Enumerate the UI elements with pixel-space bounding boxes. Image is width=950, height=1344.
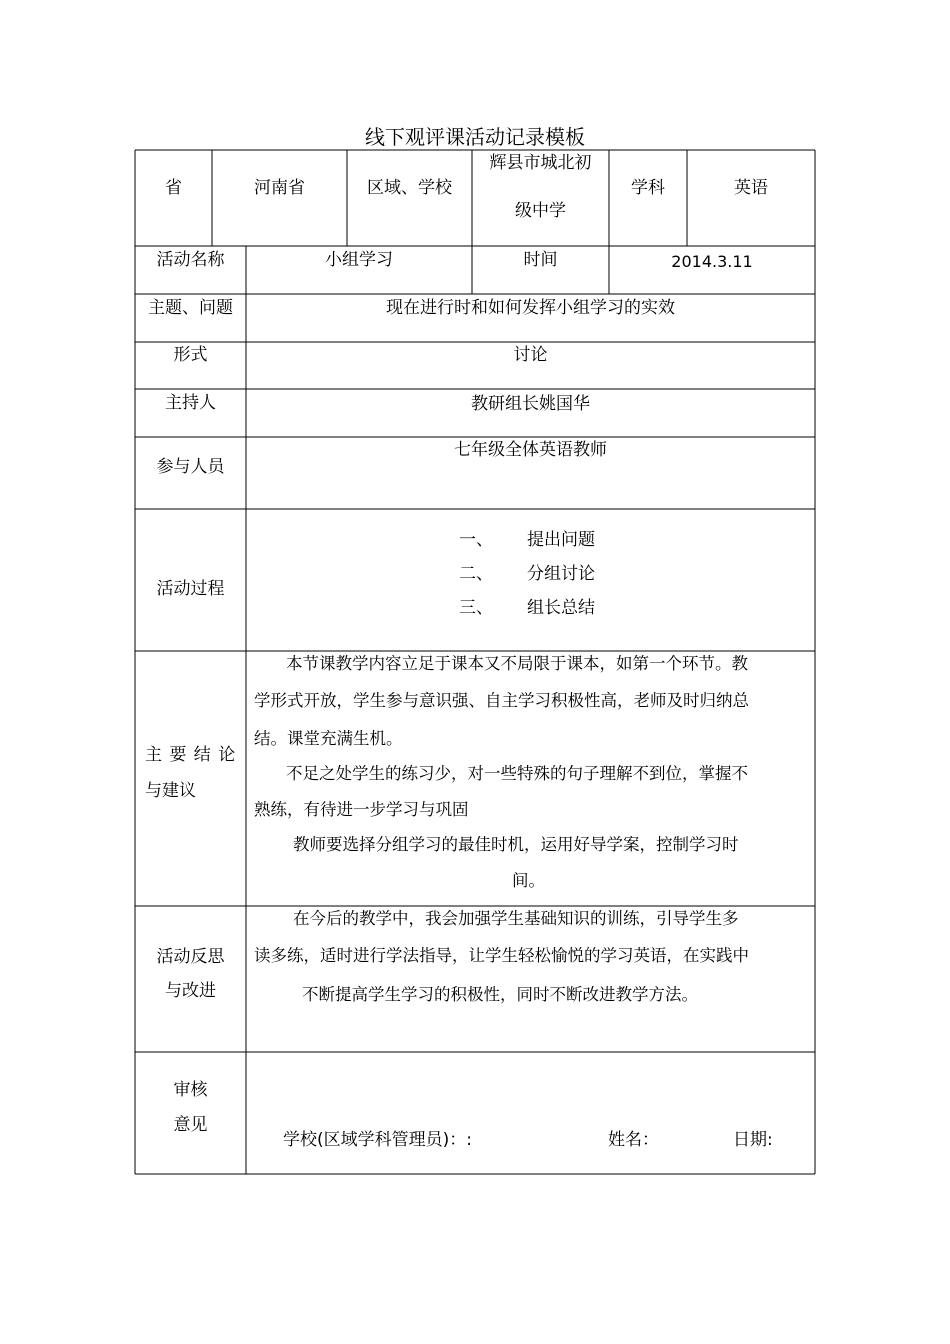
reflection-label-line1: 活动反思 [156,947,225,967]
conclusion-label-line2: 与建议 [145,781,196,801]
topic-label: 主题、问题 [148,298,233,318]
reflection-line3: 不断提高学生学习的积极性，同时不断改进教学方法。 [302,985,698,1004]
conclusion-p3-line2: 间。 [512,871,545,890]
review-name-label: 姓名： [608,1130,659,1150]
review-label-line2: 意见 [173,1115,208,1135]
activity-name-value: 小组学习 [325,250,393,270]
document-title: 线下观评课活动记录模板 [365,125,585,149]
process-step-1-number: 一、 [459,530,493,550]
process-step-2-number: 二、 [459,564,493,584]
conclusion-p1-line2: 学形式开放，学生参与意识强、自主学习积极性高，老师及时归纳总 [254,691,749,710]
conclusion-label-line1: 主 要 结 论 [145,745,237,765]
reflection-line1: 在今后的教学中，我会加强学生基础知识的训练，引导学生多 [293,909,739,928]
activity-name-label: 活动名称 [156,250,225,270]
conclusion-p2-line2: 熟练，有待进一步学习与巩固 [254,800,469,819]
conclusion-p2-line1: 不足之处学生的练习少，对一些特殊的句子理解不到位，掌握不 [286,764,748,783]
review-date-label: 日期: [733,1130,773,1150]
host-label: 主持人 [165,393,216,413]
subject-value: 英语 [734,178,768,198]
process-step-1-text: 提出问题 [527,530,595,550]
school-value-line2: 级中学 [515,201,566,221]
province-label: 省 [165,178,182,198]
process-label: 活动过程 [156,579,225,599]
process-step-3-number: 三、 [459,598,493,618]
region-school-label: 区域、学校 [367,178,452,198]
host-value: 教研组长姚国华 [471,394,590,414]
time-value: 2014.3.11 [671,252,753,271]
reflection-line2: 读多练，适时进行学法指导，让学生轻松愉悦的学习英语，在实践中 [254,946,749,965]
conclusion-p1-line1: 本节课教学内容立足于课本又不局限于课本，如第一个环节。教 [286,654,748,673]
review-label-line1: 审核 [173,1080,208,1100]
process-step-2-text: 分组讨论 [527,564,595,584]
process-step-3-text: 组长总结 [527,598,595,618]
province-value: 河南省 [254,178,305,198]
conclusion-p3-line1: 教师要选择分组学习的最佳时机，运用好导学案，控制学习时 [293,835,739,854]
time-label: 时间 [523,250,558,270]
topic-value: 现在进行时和如何发挥小组学习的实效 [386,298,675,318]
form-value: 讨论 [513,345,548,365]
form-label: 形式 [173,345,208,365]
participants-value: 七年级全体英语教师 [454,440,607,460]
participants-label: 参与人员 [156,457,225,477]
subject-label: 学科 [631,178,665,198]
review-school-label: 学校(区域学科管理员)：: [283,1130,472,1150]
conclusion-p1-line3: 结。课堂充满生机。 [254,729,403,748]
school-value-line1: 辉县市城北初 [489,153,592,173]
reflection-label-line2: 与改进 [165,981,216,1001]
